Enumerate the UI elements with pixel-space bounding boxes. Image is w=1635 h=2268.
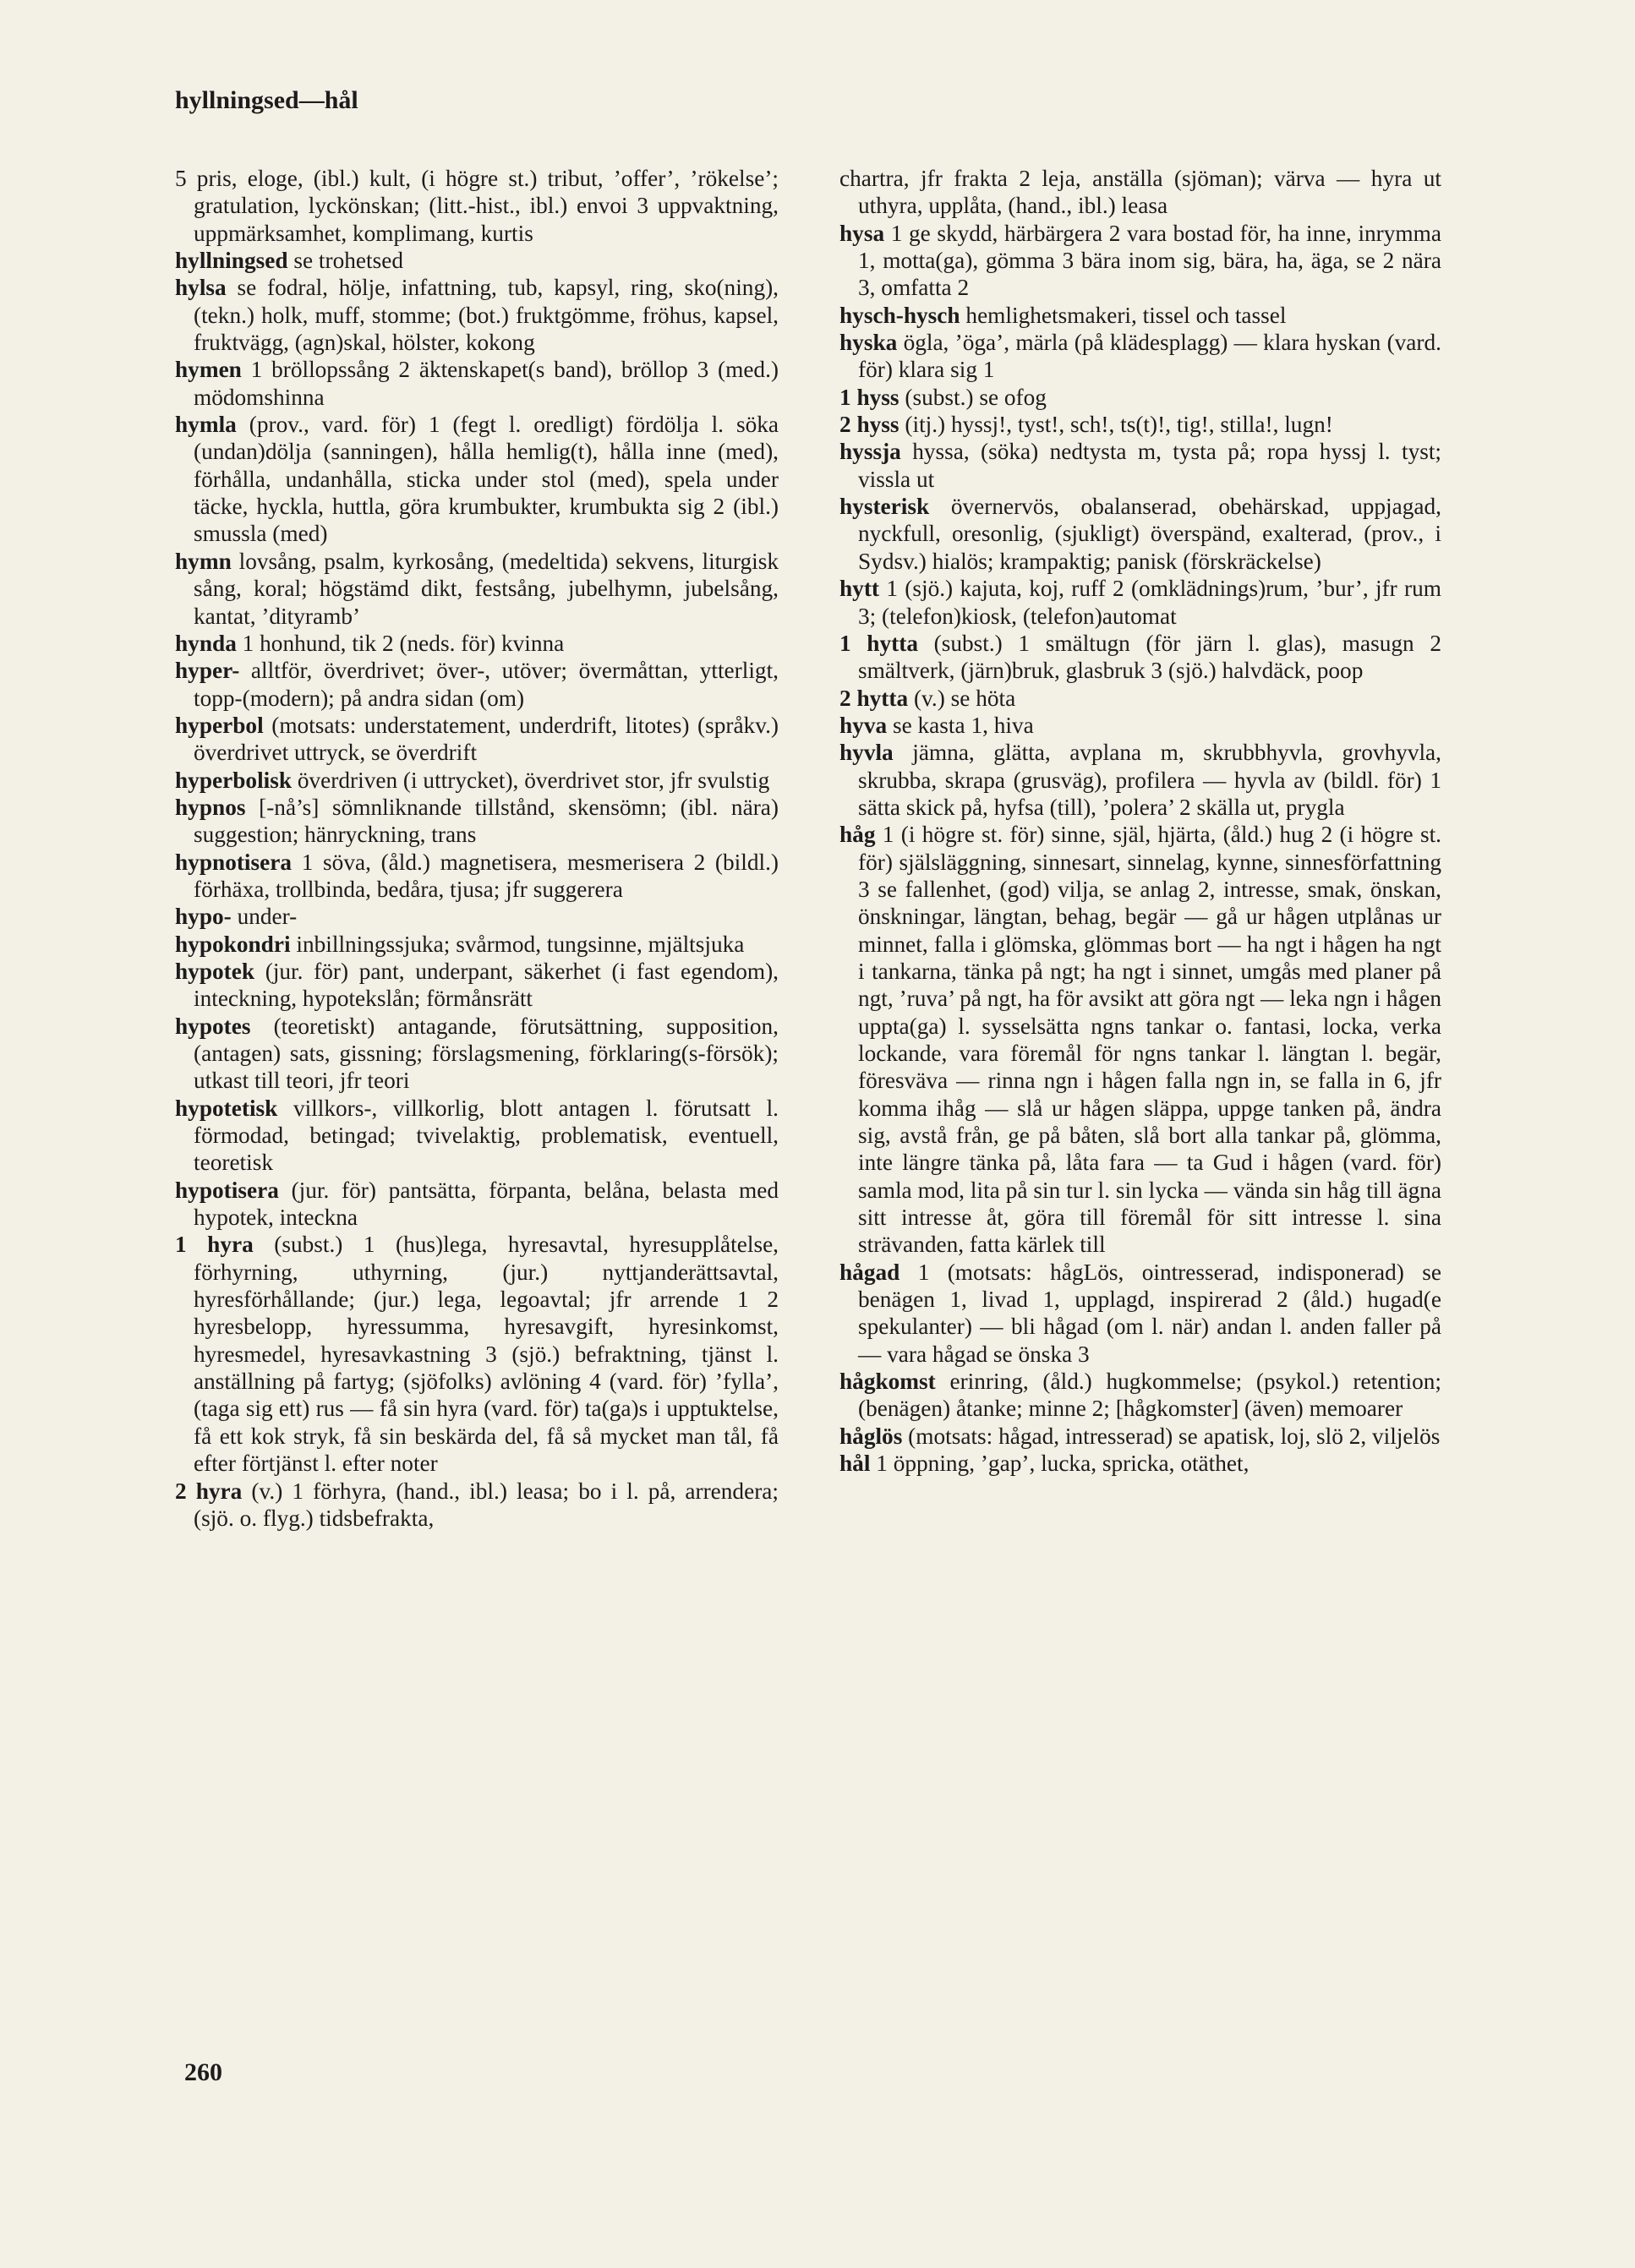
dictionary-entry bbox=[839, 1450, 1441, 1477]
entry-definition: 1 (i högre st. för) sinne, själ, hjärta, (åld.) hug 2 (i högre st. för) själsläggning, sinnesart, sinnelag, kynne, sinnesförfattning 3 se fallenhet, (god) vilja, se anlag 2, intresse, smak, önskan, önskningar, längtan, behag, begär — gå ur hågen utplånas ur minnet, falla i glömska, glömmas bort — ha ngt i hågen ha ngt i tankarna, tänka på ngt; ha ngt i sinnet, umgås med planer på ngt, ’ruva’ på ngt, ha för avsikt att göra ngt — leka ngn i hågen uppta(ga) l. sysselsätta ngns tankar o. fantasi, locka, verka lockande, vara föremål för ngns tankar l. längtan l. begär, föresväva — rinna ngn i hågen falla ngn in, se falla in 6, jfr komma ihåg — slå ur hågen släppa, uppge tanken på, ändra sig, avstå från, ge på båten, slå bort alla tankar på, glömma, inte längre tänka på, låta fara — ta Gud i hågen (vard. för) samla mod, lita på sin tur l. sin lycka — vända sin håg till ägna sitt intresse åt, göra till föremål för sitt intresse l. sina strävanden, fatta kärlek till bbox=[858, 822, 1441, 1258]
dictionary-entry bbox=[175, 1095, 779, 1177]
dictionary-entry bbox=[839, 165, 1441, 220]
entry-headword: hyperbolisk bbox=[175, 767, 293, 793]
entry-headword: hål bbox=[839, 1451, 871, 1477]
entry-definition: övernervös, obalanserad, obehärskad, uppjagad, nyckfull, oresonlig, (sjukligt) överspänd, exalterad, (prov., i Sydsv.) hialös; krampaktig; panisk (förskräckelse) bbox=[858, 494, 1441, 574]
dictionary-entry bbox=[175, 931, 779, 958]
dictionary-entry bbox=[839, 493, 1441, 575]
dictionary-entry bbox=[175, 1478, 779, 1533]
entry-headword: hyllningsed bbox=[175, 248, 288, 274]
entry-definition: (v.) se höta bbox=[913, 685, 1016, 711]
dictionary-entry bbox=[175, 274, 779, 356]
entry-definition: se fodral, hölje, infattning, tub, kapsyl, ring, sko(ning), (tekn.) holk, muff, stomme; (bot.) fruktgömme, fröhus, kapsel, fruktvägg, (agn)skal, hölster, kokong bbox=[194, 275, 779, 356]
entry-definition: under- bbox=[237, 904, 298, 930]
dictionary-entry bbox=[175, 1177, 779, 1232]
entry-definition: (subst.) 1 smältugn (för järn l. glas), masugn 2 smältverk, (järn)bruk, glasbruk 3 (sjö.) halvdäck, poop bbox=[858, 630, 1441, 684]
dictionary-entry bbox=[839, 685, 1441, 712]
entry-headword: hynda bbox=[175, 630, 237, 656]
dictionary-entry bbox=[175, 849, 779, 904]
left-column bbox=[175, 165, 779, 1532]
entry-definition: inbillningssjuka; svårmod, tungsinne, mjältsjuka bbox=[296, 931, 745, 957]
dictionary-entry bbox=[839, 220, 1441, 302]
dictionary-entry bbox=[175, 1231, 779, 1477]
dictionary-entry bbox=[175, 794, 779, 849]
dictionary-entry bbox=[175, 903, 779, 930]
entry-headword: hymn bbox=[175, 548, 232, 574]
entry-headword: hyva bbox=[839, 712, 888, 738]
dictionary-entry bbox=[839, 739, 1441, 821]
entry-headword: hypotes bbox=[175, 1013, 251, 1039]
dictionary-entry bbox=[175, 1013, 779, 1095]
entry-headword: hytt bbox=[839, 576, 880, 602]
dictionary-entry bbox=[839, 302, 1441, 329]
dictionary-entry bbox=[839, 575, 1441, 630]
entry-definition: (motsats: hågad, intresserad) se apatisk, loj, slö 2, viljelös bbox=[908, 1423, 1441, 1449]
entry-headword: hyska bbox=[839, 330, 898, 356]
dictionary-entry bbox=[175, 356, 779, 411]
entry-definition: se kasta 1, hiva bbox=[892, 712, 1034, 738]
entry-headword: hypotisera bbox=[175, 1177, 279, 1203]
dictionary-entry bbox=[175, 958, 779, 1013]
entry-headword: håglös bbox=[839, 1423, 903, 1449]
entry-headword: 1 hytta bbox=[839, 630, 918, 656]
dictionary-entry bbox=[839, 821, 1441, 1259]
dictionary-entry bbox=[839, 438, 1441, 493]
entry-definition: (motsats: understatement, underdrift, litotes) (språkv.) överdrivet uttryck, se överdrift bbox=[194, 712, 779, 766]
page-number: 260 bbox=[184, 2058, 222, 2086]
entry-definition: 1 ge skydd, härbärgera 2 vara bostad för, ha inne, inrymma 1, motta(ga), gömma 3 bära inom sig, bära, ha, äga, se 2 nära 3, omfatta 2 bbox=[858, 220, 1441, 301]
entry-headword: 1 hyss bbox=[839, 384, 900, 410]
entry-headword: hypokondri bbox=[175, 931, 291, 957]
dictionary-entry bbox=[175, 548, 779, 630]
entry-definition: chartra, jfr frakta 2 leja, anställa (sjöman); värva — hyra ut uthyra, upplåta, (hand., ibl.) leasa bbox=[839, 166, 1441, 219]
entry-definition: (v.) 1 förhyra, (hand., ibl.) leasa; bo i l. på, arrendera; (sjö. o. flyg.) tidsbefrakta, bbox=[194, 1478, 779, 1531]
entry-definition: 1 (motsats: hågLös, ointresserad, indisponerad) se benägen 1, livad 1, upplagd, inspirerad 2 (åld.) hugad(e spekulanter) — bli hågad (om l. när) andan l. anden faller på — vara hågad se önska 3 bbox=[858, 1259, 1441, 1367]
dictionary-entry bbox=[839, 411, 1441, 438]
dictionary-entry bbox=[175, 712, 779, 767]
entry-headword: hyperbol bbox=[175, 712, 264, 738]
entry-definition: jämna, glätta, avplana m, skrubbhyvla, grovhyvla, skrubba, skrapa (grusväg), profilera — hyvla av (bildl. för) 1 sätta skick på, hyfsa (till), ’polera’ 2 skälla ut, prygla bbox=[858, 740, 1441, 820]
entry-headword: hypotek bbox=[175, 958, 255, 984]
entry-definition: (prov., vard. för) 1 (fegt l. oredligt) fördölja l. söka (undan)dölja (sanningen), hålla hemlig(t), hålla inne (med), förhålla, undanhålla, sticka under stol (med), spela under täcke, hyckla, huttla, göra krumbukter, krumbukta sig 2 (ibl.) smussla (med) bbox=[194, 412, 779, 547]
dictionary-entry bbox=[839, 1423, 1441, 1450]
entry-headword: hypnos bbox=[175, 794, 246, 820]
dictionary-entry bbox=[175, 165, 779, 247]
right-column bbox=[839, 165, 1441, 1478]
dictionary-entry bbox=[839, 384, 1441, 411]
entry-definition: [-nå’s] sömnliknande tillstånd, skensömn; (ibl. nära) suggestion; hänryckning, trans bbox=[194, 794, 779, 848]
entry-headword: hysch-hysch bbox=[839, 302, 960, 328]
entry-headword: 1 hyra bbox=[175, 1232, 254, 1258]
entry-definition: (subst.) 1 (hus)lega, hyresavtal, hyresupplåtelse, förhyrning, uthyrning, (jur.) nyttjanderättsavtal, hyresförhållande; (jur.) lega, legoavtal; jfr arrende 1 2 hyresbelopp, hyressumma, hyresavgift, hyresinkomst, hyresmedel, hyresavkastning 3 (sjö.) befraktning, tjänst l. anställning på fartyg; (sjöfolks) avlöning 4 (vard. för) ’fylla’, (taga sig ett) rus — få sin hyra (vard. för) ta(ga)s i upptuktelse, få ett kok stryk, få sin beskärda del, få så mycket man tål, få efter förtjänst l. efter noter bbox=[194, 1232, 779, 1477]
entry-headword: hymla bbox=[175, 412, 237, 438]
entry-headword: håg bbox=[839, 822, 876, 848]
entry-headword: hysa bbox=[839, 220, 885, 246]
entry-definition: 1 honhund, tik 2 (neds. för) kvinna bbox=[242, 630, 565, 656]
entry-definition: överdriven (i uttrycket), överdrivet stor, jfr svulstig bbox=[297, 767, 770, 793]
entry-headword: hypotetisk bbox=[175, 1095, 278, 1121]
entry-headword: hyssja bbox=[839, 439, 901, 465]
entry-headword: hymen bbox=[175, 357, 242, 383]
entry-headword: hyper- bbox=[175, 658, 240, 684]
entry-definition: (itj.) hyssj!, tyst!, sch!, ts(t)!, tig!, stilla!, lugn! bbox=[905, 412, 1333, 438]
entry-definition: 1 öppning, ’gap’, lucka, spricka, otäthet, bbox=[876, 1451, 1249, 1477]
entry-definition: ögla, ’öga’, märla (på klädesplagg) — klara hyskan (vard. för) klara sig 1 bbox=[858, 330, 1441, 383]
entry-definition: (subst.) se ofog bbox=[905, 384, 1047, 410]
entry-definition: (jur. för) pant, underpant, säkerhet (i fast egendom), inteckning, hypotekslån; förmånsrätt bbox=[194, 958, 779, 1012]
entry-headword: hypnotisera bbox=[175, 849, 293, 875]
entry-headword: 2 hyss bbox=[839, 412, 900, 438]
entry-definition: (teoretiskt) antagande, förutsättning, supposition, (antagen) sats, gissning; förslagsmening, förklaring(s-försök); utkast till teori, jfr teori bbox=[194, 1013, 779, 1094]
entry-definition: erinring, (åld.) hugkommelse; (psykol.) retention; (benägen) åtanke; minne 2; [hågkomster] (även) memoarer bbox=[858, 1369, 1441, 1422]
dictionary-entry bbox=[175, 411, 779, 548]
entry-headword: hysterisk bbox=[839, 494, 930, 520]
dictionary-entry bbox=[839, 329, 1441, 384]
entry-definition: hemlighetsmakeri, tissel och tassel bbox=[965, 302, 1287, 328]
entry-definition: lovsång, psalm, kyrkosång, (medeltida) sekvens, liturgisk sång, koral; högstämd dikt, festsång, jubelhymn, jubelsång, kantat, ’dityramb’ bbox=[194, 548, 779, 629]
dictionary-entry bbox=[175, 657, 779, 712]
entry-definition: 1 bröllopssång 2 äktenskapet(s band), bröllop 3 (med.) mödomshinna bbox=[194, 357, 779, 410]
dictionary-entry bbox=[175, 767, 779, 794]
entry-definition: 1 söva, (åld.) magnetisera, mesmerisera 2 (bildl.) förhäxa, trollbinda, bedåra, tjusa; jfr suggerera bbox=[194, 849, 779, 902]
entry-headword: 2 hyra bbox=[175, 1478, 243, 1504]
running-head: hyllningsed—hål bbox=[175, 86, 358, 114]
dictionary-entry bbox=[175, 630, 779, 657]
dictionary-entry bbox=[175, 247, 779, 274]
entry-definition: villkors-, villkorlig, blott antagen l. förutsatt l. förmodad, betingad; tvivelaktig, problematisk, eventuell, teoretisk bbox=[194, 1095, 779, 1176]
entry-definition: (jur. för) pantsätta, förpanta, belåna, belasta med hypotek, inteckna bbox=[194, 1177, 779, 1231]
entry-headword: 2 hytta bbox=[839, 685, 909, 711]
entry-definition: alltför, överdrivet; över-, utöver; övermåttan, ytterligt, topp-(modern); på andra sidan (om) bbox=[194, 658, 779, 711]
entry-headword: hylsa bbox=[175, 275, 227, 301]
dictionary-entry bbox=[839, 712, 1441, 739]
entry-headword: hyvla bbox=[839, 740, 894, 766]
dictionary-entry bbox=[839, 1368, 1441, 1423]
entry-definition: hyssa, (söka) nedtysta m, tysta på; ropa hyssj l. tyst; vissla ut bbox=[858, 439, 1442, 492]
entry-headword: hypo- bbox=[175, 904, 232, 930]
entry-definition: se trohetsed bbox=[293, 248, 403, 274]
entry-definition: 5 pris, eloge, (ibl.) kult, (i högre st.) tribut, ’offer’, ’rökelse’; gratulation, lyckönskan; (litt.-hist., ibl.) envoi 3 uppvaktning, uppmärksamhet, komplimang, kurtis bbox=[175, 166, 779, 246]
entry-definition: 1 (sjö.) kajuta, koj, ruff 2 (omklädnings)rum, ’bur’, jfr rum 3; (telefon)kiosk, (telefon)automat bbox=[858, 576, 1442, 629]
entry-headword: hågkomst bbox=[839, 1369, 936, 1395]
dictionary-entry bbox=[839, 630, 1441, 685]
entry-headword: hågad bbox=[839, 1259, 900, 1285]
dictionary-entry bbox=[839, 1259, 1441, 1368]
